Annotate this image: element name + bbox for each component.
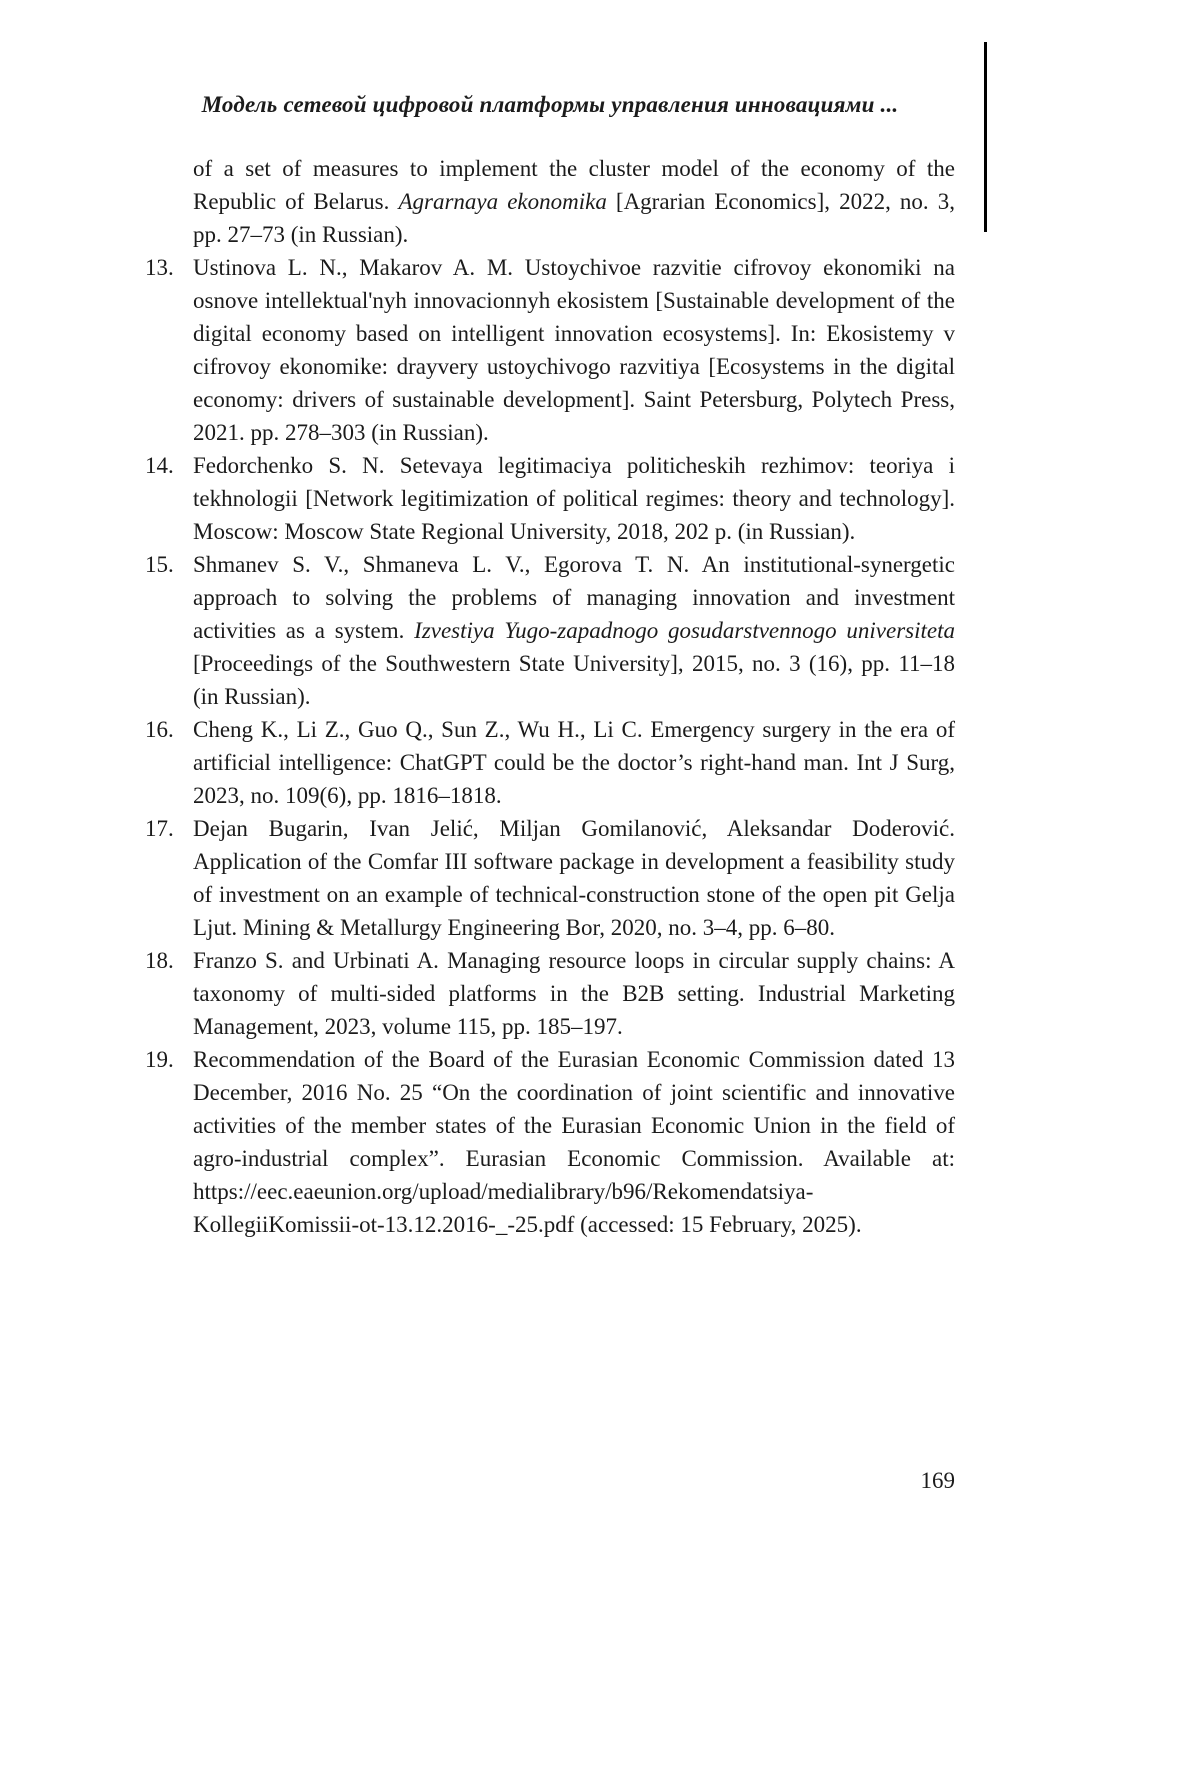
running-header: Модель сетевой цифровой платформы управления инновациями ... — [201, 92, 899, 117]
reference-text: of a set of measures to implement the cluster model of the economy of the Republic of Belarus. Agrarnaya ekonomika [Agrarian Economics], 2022, no. 3, pp. 27–73 (in Russian). — [193, 156, 955, 247]
reference-item — [145, 251, 955, 449]
reference-number: 13. — [145, 255, 174, 280]
reference-item — [145, 812, 955, 944]
reference-number: 19. — [145, 1047, 174, 1072]
reference-number: 14. — [145, 453, 174, 478]
reference-item — [145, 548, 955, 713]
reference-text: Recommendation of the Board of the Eurasian Economic Commission dated 13 December, 2016 No. 25 “On the coordination of joint scientific and innovative activities of the member states of the Eurasian Economic Union in the field of agro-industrial complex”. Eurasian Economic Commission. Available at: https://eec.eaeunion.org/upload/medialibrary/b96/Rekomendatsiya-KollegiiKomissii-ot-13.12.2016-_-25.pdf (accessed: 15 February, 2025). — [193, 1047, 955, 1237]
reference-text: Dejan Bugarin, Ivan Jelić, Miljan Gomilanović, Aleksandar Doderović. Application of the Comfar III software package in development a feasibility study of investment on an example of technical-construction stone of the open pit Gelja Ljut. Mining & Metallurgy Engineering Bor, 2020, no. 3–4, pp. 6–80. — [193, 816, 955, 940]
reference-item — [145, 152, 955, 251]
reference-item — [145, 944, 955, 1043]
reference-text: Ustinova L. N., Makarov A. M. Ustoychivoe razvitie cifrovoy ekonomiki na osnove intellektual'nyh innovacionnyh ekosistem [Sustainable development of the digital economy based on intelligent innovation ecosystems]. In: Ekosistemy v cifrovoy ekonomike: drayvery ustoychivogo razvitiya [Ecosystems in the digital economy: drivers of sustainable development]. Saint Petersburg, Polytech Press, 2021. pp. 278–303 (in Russian). — [193, 255, 955, 445]
reference-number: 16. — [145, 717, 174, 742]
reference-item — [145, 713, 955, 812]
page-number: 169 — [920, 1468, 955, 1493]
reference-number: 15. — [145, 552, 174, 577]
reference-number: 18. — [145, 948, 174, 973]
reference-text: Shmanev S. V., Shmaneva L. V., Egorova T. N. An institutional-synergetic approach to solving the problems of managing innovation and investment activities as a system. Izvestiya Yugo-zapadnogo gosudarstvennogo universiteta [Proceedings of the Southwestern State University], 2015, no. 3 (16), pp. 11–18 (in Russian). — [193, 552, 955, 709]
reference-text: Fedorchenko S. N. Setevaya legitimaciya politicheskih rezhimov: teoriya i tekhnologii [Network legitimization of political regimes: theory and technology]. Moscow: Moscow State Regional University, 2018, 202 p. (in Russian). — [193, 453, 955, 544]
references-list — [145, 152, 955, 1241]
reference-item — [145, 449, 955, 548]
reference-number: 17. — [145, 816, 174, 841]
reference-text: Cheng K., Li Z., Guo Q., Sun Z., Wu H., Li C. Emergency surgery in the era of artificial intelligence: ChatGPT could be the doctor’s right-hand man. Int J Surg, 2023, no. 109(6), pp. 1816–1818. — [193, 717, 955, 808]
reference-item — [145, 1043, 955, 1241]
reference-text: Franzo S. and Urbinati A. Managing resource loops in circular supply chains: A taxonomy of multi-sided platforms in the B2B setting. Industrial Marketing Management, 2023, volume 115, pp. 185–197. — [193, 948, 955, 1039]
margin-rule — [984, 42, 987, 232]
